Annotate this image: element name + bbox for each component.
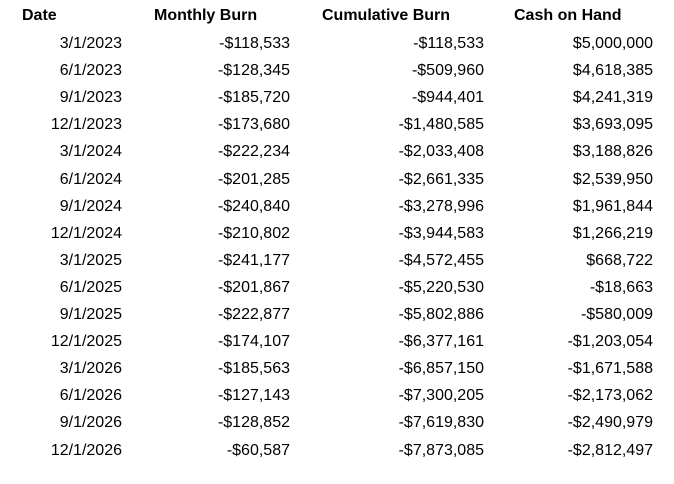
header-date: Date bbox=[22, 7, 57, 24]
date-cell: 3/1/2024 bbox=[59, 143, 122, 161]
cash-on-hand-cell: $3,693,095 bbox=[572, 116, 653, 134]
cash-on-hand-cell: -$580,009 bbox=[580, 306, 653, 323]
date-cell: 12/1/2023 bbox=[50, 116, 122, 134]
cash-on-hand-cell: $1,961,844 bbox=[572, 197, 653, 215]
monthly-burn-cell: -$201,867 bbox=[217, 278, 290, 296]
cumulative-burn-cell: -$2,661,335 bbox=[398, 170, 484, 188]
monthly-burn-cell: -$222,877 bbox=[217, 306, 290, 323]
cumulative-burn-cell: -$3,278,996 bbox=[398, 197, 484, 215]
monthly-burn-cell: -$118,533 bbox=[219, 35, 290, 52]
date-cell: 12/1/2025 bbox=[50, 333, 122, 351]
cumulative-burn-cell: -$509,960 bbox=[411, 62, 484, 80]
cash-on-hand-cell: -$2,490,979 bbox=[567, 414, 653, 432]
monthly-burn-cell: -$185,563 bbox=[217, 360, 290, 378]
monthly-burn-cell: -$173,680 bbox=[217, 116, 290, 134]
monthly-burn-cell: -$201,285 bbox=[217, 170, 290, 188]
cash-on-hand-cell: -$1,671,588 bbox=[567, 360, 653, 378]
date-cell: 6/1/2025 bbox=[59, 278, 122, 296]
monthly-burn-cell: -$128,345 bbox=[217, 62, 290, 80]
date-cell: 6/1/2024 bbox=[59, 170, 122, 188]
cumulative-burn-cell: -$7,619,830 bbox=[398, 414, 484, 432]
cumulative-burn-cell: -$118,533 bbox=[413, 35, 484, 52]
cumulative-burn-cell: -$1,480,585 bbox=[398, 116, 484, 134]
cash-on-hand-cell: $668,722 bbox=[586, 251, 653, 269]
date-cell: 3/1/2026 bbox=[59, 360, 122, 378]
cumulative-burn-cell: -$3,944,583 bbox=[398, 224, 484, 242]
monthly-burn-cell: -$240,840 bbox=[217, 197, 290, 215]
monthly-burn-cell: -$60,587 bbox=[226, 441, 290, 459]
cumulative-burn-cell: -$944,401 bbox=[411, 89, 484, 107]
cash-on-hand-cell: $5,000,000 bbox=[572, 35, 653, 52]
cash-on-hand-cell: $3,188,826 bbox=[572, 143, 653, 161]
monthly-burn-cell: -$241,177 bbox=[217, 251, 290, 269]
cash-on-hand-cell: $4,618,385 bbox=[572, 62, 653, 80]
date-cell: 9/1/2023 bbox=[59, 89, 122, 107]
cumulative-burn-cell: -$5,802,886 bbox=[398, 306, 484, 323]
header-cash-on-hand: Cash on Hand bbox=[514, 7, 622, 24]
date-cell: 12/1/2024 bbox=[50, 224, 122, 242]
cumulative-burn-cell: -$5,220,530 bbox=[398, 278, 484, 296]
monthly-burn-cell: -$210,802 bbox=[217, 224, 290, 242]
date-cell: 12/1/2026 bbox=[50, 441, 122, 459]
cash-on-hand-cell: -$2,173,062 bbox=[567, 387, 653, 405]
date-cell: 3/1/2023 bbox=[59, 35, 122, 52]
cumulative-burn-cell: -$2,033,408 bbox=[398, 143, 484, 161]
monthly-burn-cell: -$127,143 bbox=[217, 387, 290, 405]
cumulative-burn-cell: -$7,873,085 bbox=[398, 441, 484, 459]
header-cumulative-burn: Cumulative Burn bbox=[322, 7, 451, 24]
date-cell: 9/1/2026 bbox=[59, 414, 122, 432]
cumulative-burn-cell: -$6,857,150 bbox=[398, 360, 484, 378]
cash-on-hand-cell: -$2,812,497 bbox=[567, 441, 653, 459]
date-cell: 9/1/2025 bbox=[59, 306, 122, 323]
monthly-burn-cell: -$222,234 bbox=[217, 143, 290, 161]
monthly-burn-cell: -$128,852 bbox=[217, 414, 290, 432]
cash-on-hand-cell: -$1,203,054 bbox=[567, 333, 653, 351]
cash-on-hand-cell: $1,266,219 bbox=[572, 224, 653, 242]
cumulative-burn-cell: -$7,300,205 bbox=[398, 387, 484, 405]
cumulative-burn-cell: -$4,572,455 bbox=[398, 251, 484, 269]
cumulative-burn-cell: -$6,377,161 bbox=[398, 333, 484, 351]
cash-on-hand-cell: $4,241,319 bbox=[572, 89, 653, 107]
date-cell: 6/1/2023 bbox=[59, 62, 122, 80]
header-monthly-burn: Monthly Burn bbox=[154, 7, 258, 24]
monthly-burn-cell: -$185,720 bbox=[217, 89, 290, 107]
cash-on-hand-cell: $2,539,950 bbox=[572, 170, 653, 188]
date-cell: 6/1/2026 bbox=[59, 387, 122, 405]
date-cell: 3/1/2025 bbox=[59, 251, 122, 269]
cash-on-hand-cell: -$18,663 bbox=[589, 278, 653, 296]
monthly-burn-cell: -$174,107 bbox=[217, 333, 290, 351]
date-cell: 9/1/2024 bbox=[59, 197, 122, 215]
